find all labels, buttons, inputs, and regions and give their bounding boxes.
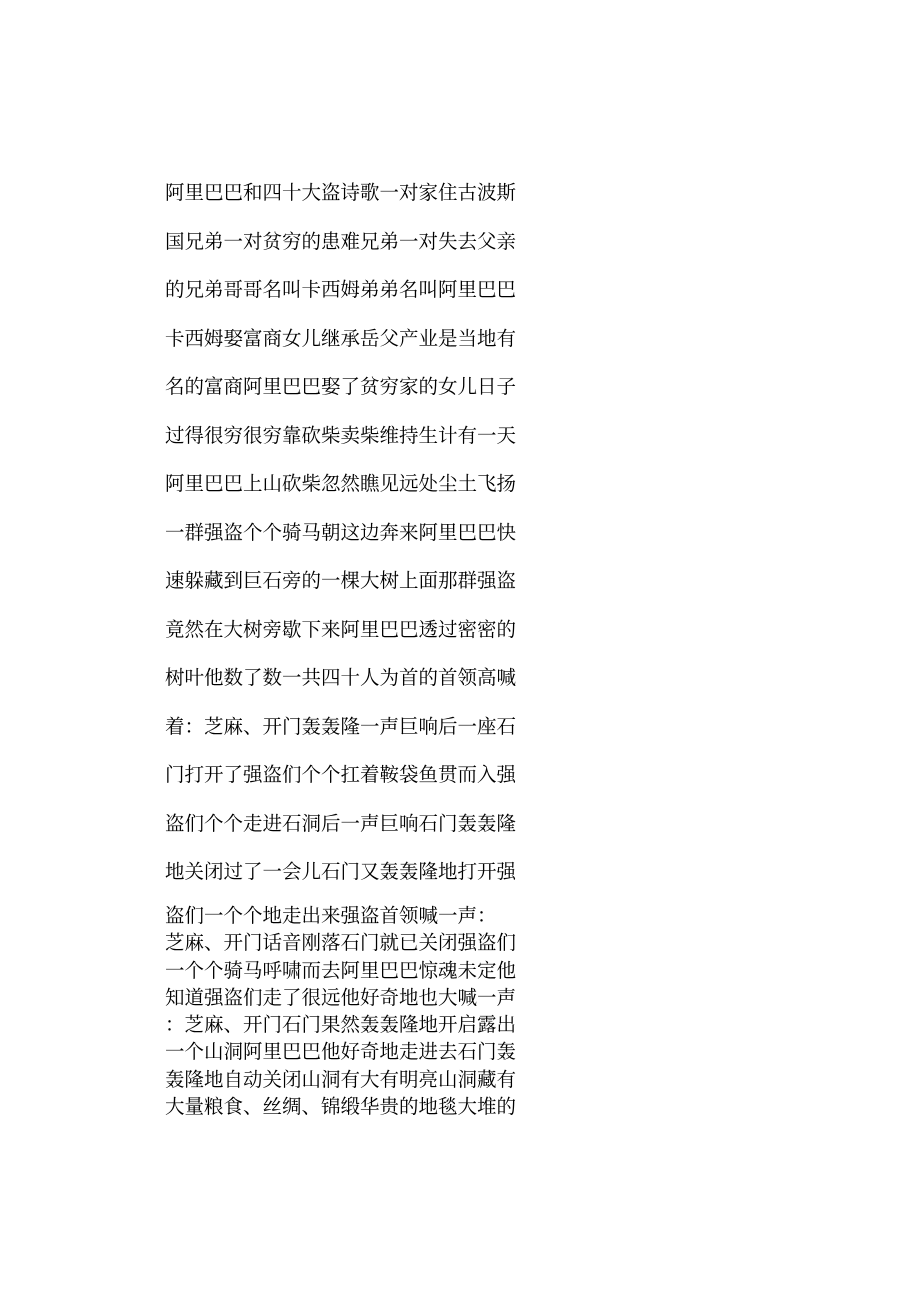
text-line: 盗们个个走进石洞后一声巨响石门轰轰隆 (165, 811, 517, 835)
text-line: ：芝麻、开门石门果然轰轰隆地开启露出 (165, 1013, 517, 1037)
text-line: 一个个骑马呼啸而去阿里巴巴惊魂未定他 (165, 958, 517, 982)
text-line: 国兄弟一对贫穷的患难兄弟一对失去父亲 (165, 229, 517, 253)
body-text-wide (165, 169, 565, 897)
text-line: 树叶他数了数一共四十人为首的首领高喊 (165, 666, 517, 689)
text-line: 盗们一个个地走出来强盗首领喊一声： (165, 904, 497, 927)
text-line: 的兄弟哥哥名叫卡西姆弟弟名叫阿里巴巴 (165, 278, 517, 301)
text-line: 速躲藏到巨石旁的一棵大树上面那群强盗 (165, 569, 517, 592)
text-line: 一个山洞阿里巴巴他好奇地走进去石门轰 (165, 1040, 517, 1064)
text-line: 地关闭过了一会儿石门又轰轰隆地打开强 (165, 860, 517, 883)
text-line: 芝麻、开门话音刚落石门就已关闭强盗们 (165, 931, 517, 955)
text-line: 过得很穷很穷靠砍柴卖柴维持生计有一天 (165, 423, 517, 447)
text-line: 轰隆地自动关闭山洞有大有明亮山洞藏有 (165, 1067, 517, 1091)
text-line: 阿里巴巴上山砍柴忽然瞧见远处尘土飞扬 (165, 472, 517, 495)
text-line: 名的富商阿里巴巴娶了贫穷家的女儿日子 (165, 375, 517, 398)
text-line: 门打开了强盗们个个扛着鞍袋鱼贯而入强 (165, 763, 517, 786)
text-line: 卡西姆娶富商女儿继承岳父产业是当地有 (165, 326, 517, 350)
text-line: 着：芝麻、开门轰轰隆一声巨响后一座石 (165, 714, 517, 738)
text-line: 知道强盗们走了很远他好奇地也大喊一声 (165, 985, 517, 1009)
text-line: 阿里巴巴和四十大盗诗歌一对家住古波斯 (165, 181, 517, 204)
text-line: 竟然在大树旁歇下来阿里巴巴透过密密的 (165, 617, 517, 641)
text-line: 大量粮食、丝绸、锦缎华贵的地毯大堆的 (165, 1095, 517, 1119)
body-text-tight (165, 902, 565, 1120)
text-line: 一群强盗个个骑马朝这边奔来阿里巴巴快 (165, 520, 517, 544)
